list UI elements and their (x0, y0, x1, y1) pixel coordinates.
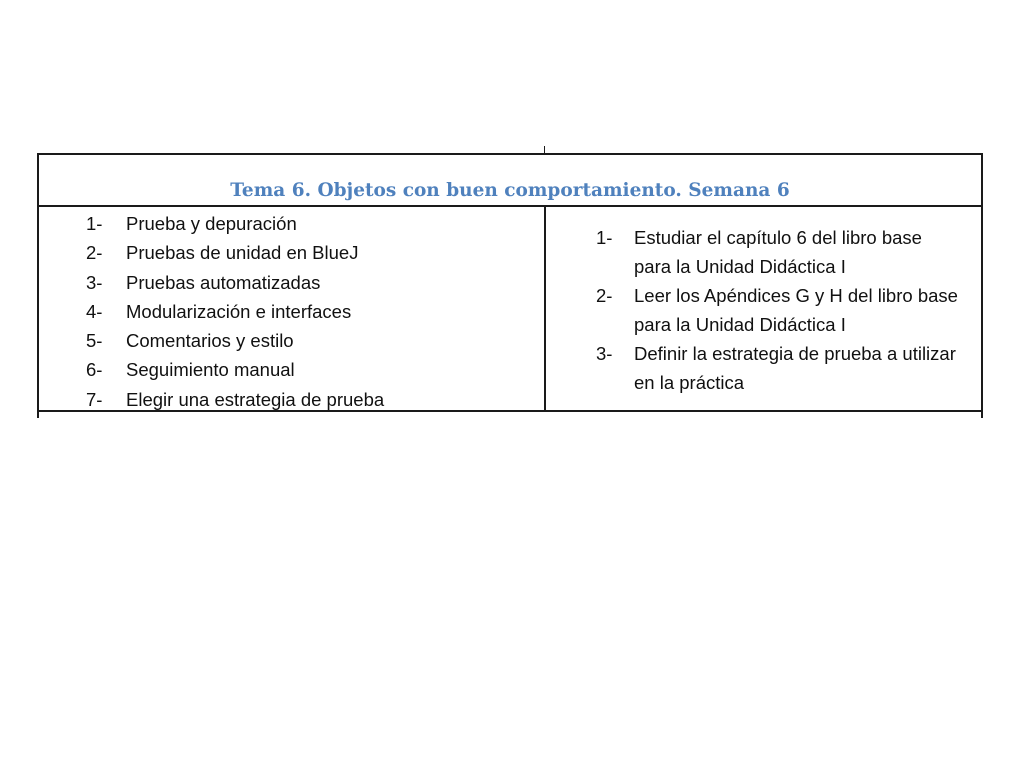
item-number: 1- (86, 213, 103, 234)
table-top-border (37, 153, 983, 155)
column-divider (544, 205, 546, 411)
item-text: Modularización e interfaces (126, 300, 352, 322)
item-number: 7- (86, 388, 103, 410)
item-number: 2- (596, 285, 613, 306)
item-number: 2- (86, 242, 103, 264)
list-item (86, 209, 536, 238)
list-item (596, 339, 976, 397)
item-number: 3- (596, 343, 613, 364)
topics-list (86, 209, 536, 414)
table-title: Tema 6. Objetos con buen comportamiento. Semana 6 (230, 180, 790, 201)
list-item (86, 355, 536, 384)
list-item (86, 268, 536, 297)
column-divider-stub (544, 146, 545, 154)
item-text: Estudiar el capítulo 6 del libro base para la Unidad Didáctica I (634, 227, 922, 277)
item-text: Leer los Apéndices G y H del libro base para la Unidad Didáctica I (634, 285, 958, 335)
item-text: Pruebas automatizadas (126, 271, 321, 293)
list-item (596, 223, 976, 281)
item-text: Comentarios y estilo (126, 330, 294, 352)
item-number: 1- (596, 227, 613, 248)
item-number: 3- (86, 271, 103, 293)
list-item (86, 238, 536, 267)
tasks-list (596, 223, 976, 397)
item-text: Seguimiento manual (126, 359, 295, 381)
list-item (86, 297, 536, 326)
item-text: Definir la estrategia de prueba a utilizar en la práctica (634, 343, 956, 393)
list-item (86, 326, 536, 355)
item-text: Pruebas de unidad en BlueJ (126, 242, 359, 264)
item-number: 6- (86, 359, 103, 381)
list-item (86, 385, 536, 414)
item-number: 5- (86, 330, 103, 352)
item-text: Elegir una estrategia de prueba (126, 388, 385, 410)
item-text: Prueba y depuración (126, 213, 297, 234)
list-item (596, 281, 976, 339)
item-number: 4- (86, 300, 103, 322)
